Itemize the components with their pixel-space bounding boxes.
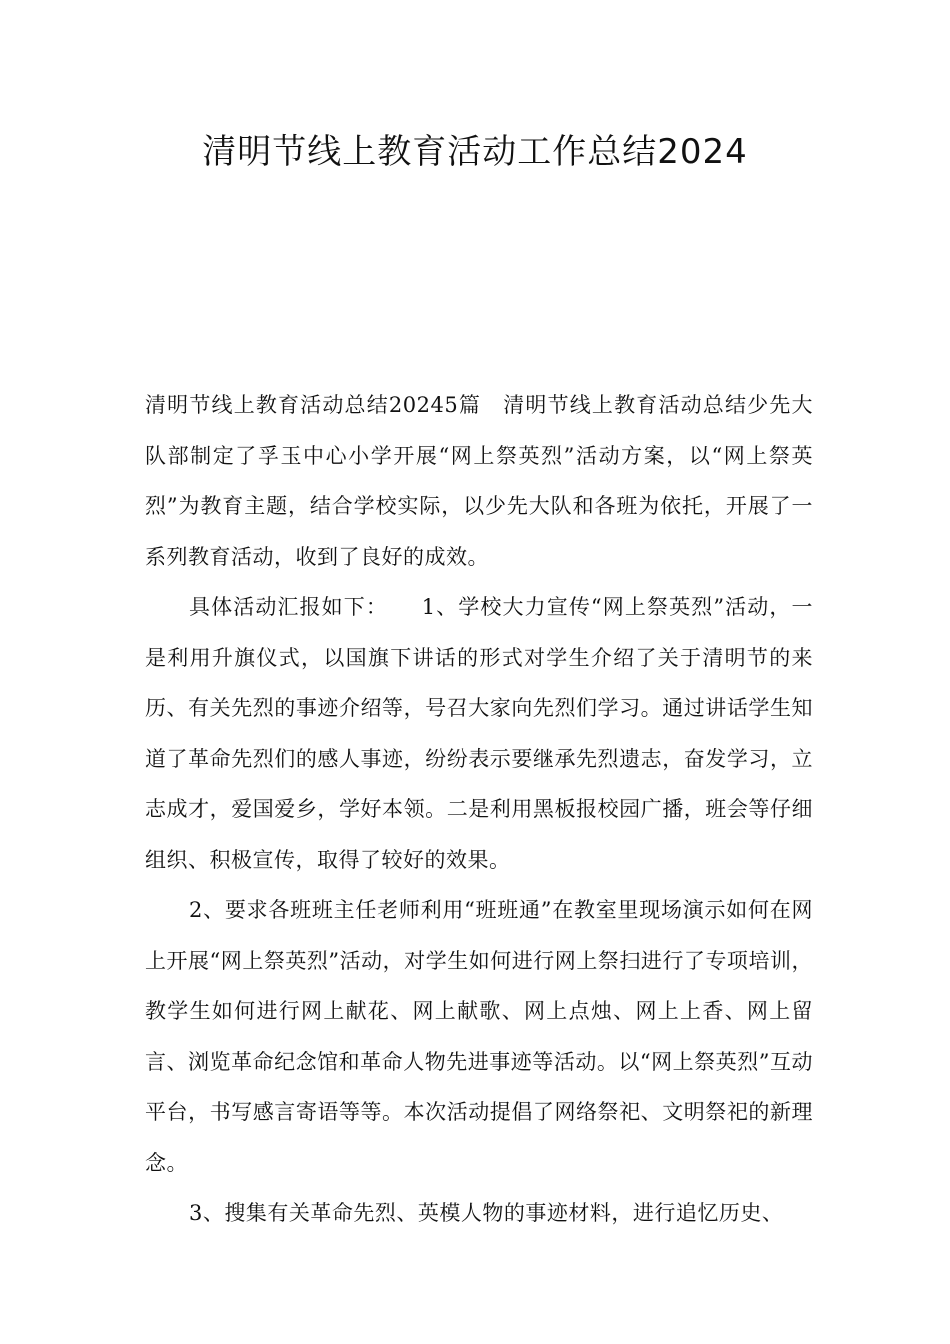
paragraph-activity-3: 3、搜集有关革命先烈、英模人物的事迹材料，进行追忆历史、 (189, 1201, 784, 1225)
paragraph-activity-1: 具体活动汇报如下： 1、学校大力宣传“网上祭英烈”活动，一是利用升旗仪式，以国旗下讲话的形式对学生介绍了关于清明节的来历、有关先烈的事迹介绍等，号召大家向先烈们学习。通过讲话学生知道了革命先烈们的感人事迹，纷纷表示要继承先烈遗志，奋发学习，立志成才，爱国爱乡，学好本领。二是利用黑板报校园广播，班会等仔细组织、积极宣传，取得了较好的效果。 (145, 595, 813, 872)
paragraph-intro: 清明节线上教育活动总结20245篇 清明节线上教育活动总结少先大队部制定了孚玉中心小学开展“网上祭英烈”活动方案，以“网上祭英烈”为教育主题，结合学校实际，以少先大队和各班为依托，开展了一系列教育活动，收到了良好的成效。 (145, 393, 813, 569)
paragraph-activity-2: 2、要求各班班主任老师利用“班班通”在教室里现场演示如何在网上开展“网上祭英烈”活动，对学生如何进行网上祭扫进行了专项培训，教学生如何进行网上献花、网上献歌、网上点烛、网上上香、网上留言、浏览革命纪念馆和革命人物先进事迹等活动。以“网上祭英烈”互动平台，书写感言寄语等等。本次活动提倡了网络祭祀、文明祭祀的新理念。 (145, 898, 813, 1175)
document-title: 清明节线上教育活动工作总结2024 (202, 132, 748, 172)
document-body (145, 380, 813, 1239)
